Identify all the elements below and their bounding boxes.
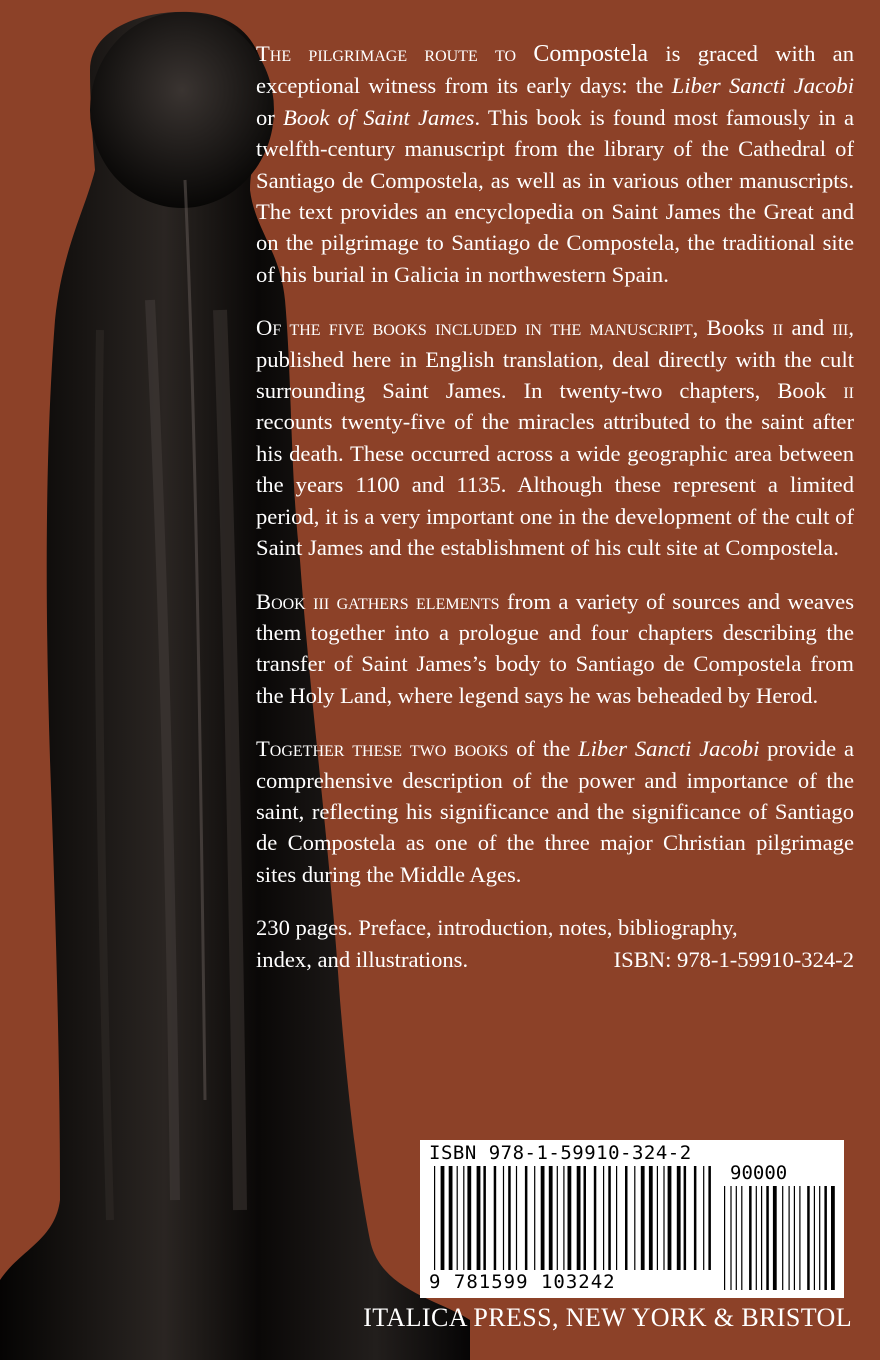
barcode-digits: 9 781599 103242 <box>429 1271 616 1293</box>
addon-bar <box>741 1186 742 1290</box>
main-bar <box>649 1166 653 1270</box>
main-bar <box>508 1166 511 1270</box>
main-bar <box>594 1166 597 1270</box>
p2-lead: Of the five books included in the manuscript, <box>256 315 699 341</box>
main-bar <box>616 1166 617 1270</box>
main-bar <box>494 1166 497 1270</box>
addon-bar <box>807 1186 810 1290</box>
addon-bar <box>782 1186 783 1290</box>
p4-lead: Together these two books <box>256 736 509 762</box>
main-bar <box>557 1166 558 1270</box>
p2-text-4: recounts twenty-five of the miracles attributed to the saint after his death. These occurred across a wide geographic area between the years <box>256 409 854 498</box>
paragraph-3 <box>256 586 854 712</box>
p1-text-1: is graced with an exceptional witness from its early days: the <box>256 41 854 99</box>
p1-lead-2: Compostela <box>533 41 649 67</box>
p3-text-1: from a variety of sources and weaves them together into a prologue and four chapters describing the transfer of Saint James’s body to Santiago de Compostela from the Holy Land, where legend says he was beheaded by Herod. <box>256 588 854 708</box>
addon-bar <box>831 1186 835 1290</box>
p4-text-2: provide a comprehensive description of the power and importance of the saint, reflecting his significance and the significance of Santiago de Compostela as one of the three major Christian pilgrimage sites during the Middle Ages. <box>256 736 854 887</box>
publisher-imprint: ITALICA PRESS, NEW YORK & BRISTOL <box>363 1303 852 1332</box>
main-bar <box>584 1166 587 1270</box>
p2-year-2: 1135 <box>456 472 501 498</box>
p1-title-2: Book of Saint James <box>283 104 475 130</box>
book-details <box>256 912 854 975</box>
addon-bar <box>824 1186 827 1290</box>
addon-bar <box>749 1186 752 1290</box>
p4-title-1: Liber Sancti Jacobi <box>578 736 760 762</box>
addon-bar <box>730 1186 731 1290</box>
main-bar <box>563 1166 564 1270</box>
main-bar <box>525 1166 528 1270</box>
p2-text-3: , published here in English translation, deal directly with the cult surrounding Saint James. In twenty-two chapters, Book <box>256 315 854 404</box>
main-bar <box>694 1166 697 1270</box>
main-bar <box>703 1166 704 1270</box>
main-bar <box>625 1166 628 1270</box>
p3-lead: Book iii gathers elements <box>256 588 500 614</box>
main-bar <box>568 1166 572 1270</box>
main-bar <box>457 1166 458 1270</box>
p1-text-3: . This book is found most famously in a twelfth-century manuscript from the library of the Cathedral of Santiago de Compostela, as well as in various other manuscripts. The text provides an encyclopedia on Saint James the Great and on the pilgrimage to Santiago de Compostela, the traditional site of his burial in Galicia in northwestern Spain. <box>256 104 854 287</box>
p2-text-6: . Although these represent a limited period, it is a very important one in the development of the cult of Saint James and the establishment of his cult site at Compostela. <box>256 472 854 561</box>
description-text <box>256 38 854 975</box>
main-bar <box>657 1166 658 1270</box>
main-bar <box>483 1166 486 1270</box>
addon-bar <box>724 1186 725 1290</box>
main-bar <box>663 1166 664 1270</box>
p1-title-1: Liber Sancti Jacobi <box>671 73 854 99</box>
main-bar <box>577 1166 581 1270</box>
p1-lead: The pilgrimage route to <box>256 41 534 66</box>
main-bar <box>668 1166 672 1270</box>
barcode-isbn-text: ISBN 978-1-59910-324-2 <box>429 1142 692 1164</box>
addon-bar <box>736 1186 737 1290</box>
p2-year-1: 1100 <box>355 472 400 498</box>
addon-bar <box>799 1186 800 1290</box>
addon-bar <box>789 1186 790 1290</box>
main-bar <box>634 1166 635 1270</box>
addon-bar <box>756 1186 757 1290</box>
addon-bar <box>819 1186 820 1290</box>
main-bar <box>477 1166 481 1270</box>
main-bar <box>463 1166 464 1270</box>
barcode-box <box>420 1140 844 1298</box>
p2-numeral-1: ii <box>772 315 784 341</box>
main-bar <box>608 1166 611 1270</box>
paragraph-2 <box>256 312 854 563</box>
p2-numeral-2: iii <box>832 315 849 341</box>
addon-bar <box>761 1186 762 1290</box>
main-bar <box>534 1166 535 1270</box>
main-bar <box>549 1166 553 1270</box>
details-line-2-text: index, and illustrations. <box>256 946 469 972</box>
p2-text-2: and <box>783 315 833 341</box>
p2-text-5: and <box>399 472 457 498</box>
addon-bar <box>794 1186 795 1290</box>
p1-text-2: or <box>256 104 284 130</box>
paragraph-4 <box>256 733 854 890</box>
p4-text-1: of the <box>508 736 579 762</box>
main-bar <box>603 1166 604 1270</box>
statue-head <box>90 12 274 208</box>
p2-text-1: Books <box>698 315 773 341</box>
details-isbn: ISBN: 978-1-59910-324-2 <box>613 946 854 972</box>
main-bar <box>516 1166 517 1270</box>
p2-numeral-3: ii <box>843 378 854 404</box>
addon-bar <box>766 1186 769 1290</box>
main-bar <box>641 1166 645 1270</box>
main-bar <box>449 1166 453 1270</box>
details-line-1: 230 pages. Preface, introduction, notes, bibliography, <box>256 915 738 941</box>
barcode-addon-number: 90000 <box>730 1162 788 1184</box>
main-bar <box>541 1166 545 1270</box>
main-bar <box>708 1166 711 1270</box>
main-bar <box>434 1166 435 1270</box>
addon-bar <box>814 1186 815 1290</box>
paragraph-1 <box>256 38 854 290</box>
main-bar <box>503 1166 504 1270</box>
main-bar <box>684 1166 687 1270</box>
main-bar <box>467 1166 471 1270</box>
main-bar <box>677 1166 681 1270</box>
main-bar <box>441 1166 445 1270</box>
details-line-2 <box>256 944 854 975</box>
addon-bar <box>773 1186 777 1290</box>
